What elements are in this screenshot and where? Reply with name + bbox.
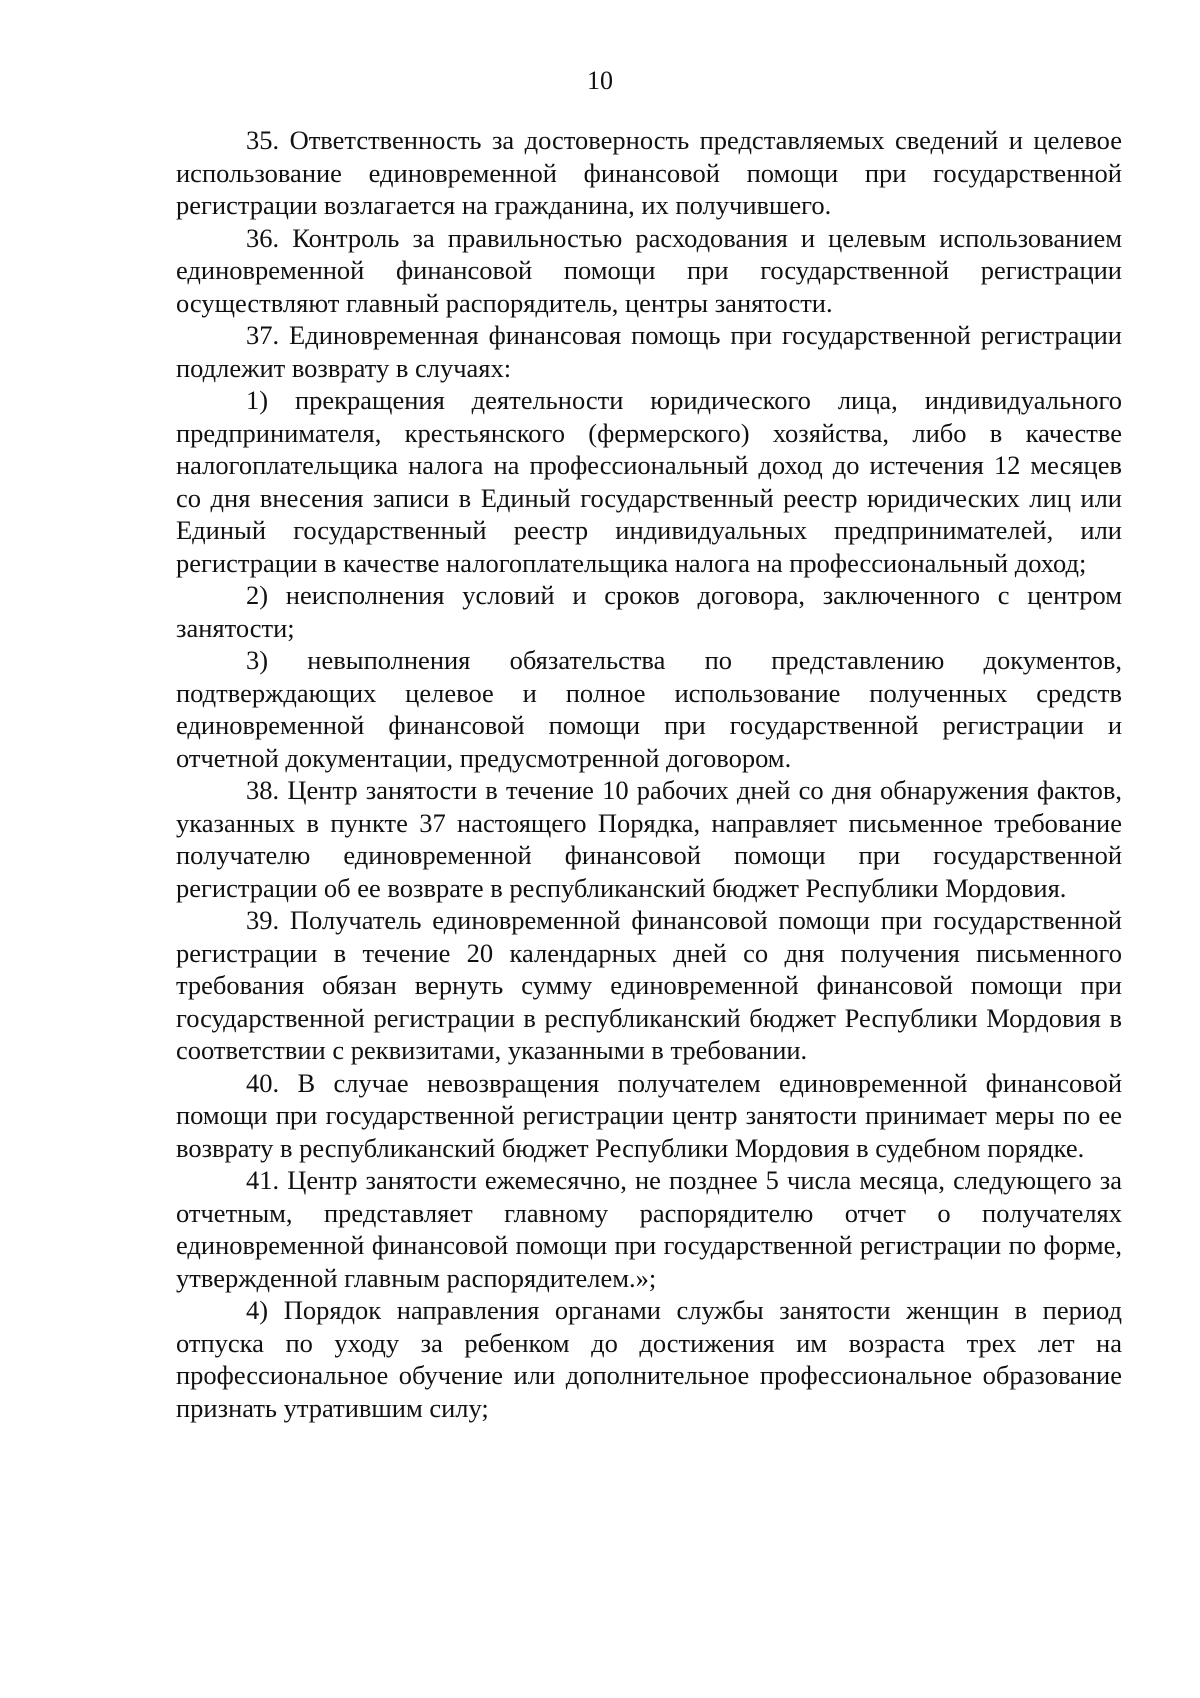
paragraph-38: 38. Центр занятости в течение 10 рабочих дней со дня обнаружения фактов, указанных в пункте 37 настоящего Порядка, направляет письменное требование получателю единовременной финансовой помощи при государственной регистрации об ее возврате в республиканский бюджет Республики Мордовия. [176, 775, 1122, 903]
paragraph-41: 41. Центр занятости ежемесячно, не позднее 5 числа месяца, следующего за отчетным, представляет главному распорядителю отчет о получателях единовременной финансовой помощи при государственной регистрации по форме, утвержденной главным распорядителем.»; [176, 1165, 1122, 1293]
paragraph-37-item-1: 1) прекращения деятельности юридического лица, индивидуального предпринимателя, крестьянского (фермерского) хозяйства, либо в качестве налогоплательщика налога на профессиональный доход до истечения 12 месяцев со дня внесения записи в Единый государственный реестр юридических лиц или Единый государственный реестр индивидуальных предпринимателей, или регистрации в качестве налогоплательщика налога на профессиональный доход; [176, 385, 1122, 578]
paragraph-36: 36. Контроль за правильностью расходования и целевым использованием единовременной финансовой помощи при государственной регистрации осуществляют главный распорядитель, центры занятости. [176, 222, 1122, 318]
paragraph-item-4: 4) Порядок направления органами службы занятости женщин в период отпуска по уходу за ребенком до достижения им возраста трех лет на профессиональное обучение или дополнительное профессиональное образование признать утратившим силу; [176, 1295, 1122, 1423]
paragraph-37-item-3: 3) невыполнения обязательства по представлению документов, подтверждающих целевое и полное использование полученных средств единовременной финансовой помощи при государственной регистрации и отчетной документации, предусмотренной договором. [176, 645, 1122, 773]
paragraph-39: 39. Получатель единовременной финансовой помощи при государственной регистрации в течение 20 календарных дней со дня получения письменного требования обязан вернуть сумму единовременной финансовой помощи при государственной регистрации в республиканский бюджет Республики Мордовия в соответствии с реквизитами, указанными в требовании. [176, 905, 1122, 1065]
paragraph-40: 40. В случае невозвращения получателем единовременной финансовой помощи при государственной регистрации центр занятости принимает меры по ее возврату в республиканский бюджет Республики Мордовия в судебном порядке. [176, 1067, 1122, 1163]
paragraph-37: 37. Единовременная финансовая помощь при государственной регистрации подлежит возврату в случаях: [176, 320, 1122, 383]
page-number: 10 [587, 66, 613, 95]
paragraph-37-item-2: 2) неисполнения условий и сроков договора, заключенного с центром занятости; [176, 580, 1122, 643]
document-body [176, 124, 1122, 1424]
paragraph-35: 35. Ответственность за достоверность представляемых сведений и целевое использование единовременной финансовой помощи при государственной регистрации возлагается на гражданина, их получившего. [176, 125, 1122, 220]
